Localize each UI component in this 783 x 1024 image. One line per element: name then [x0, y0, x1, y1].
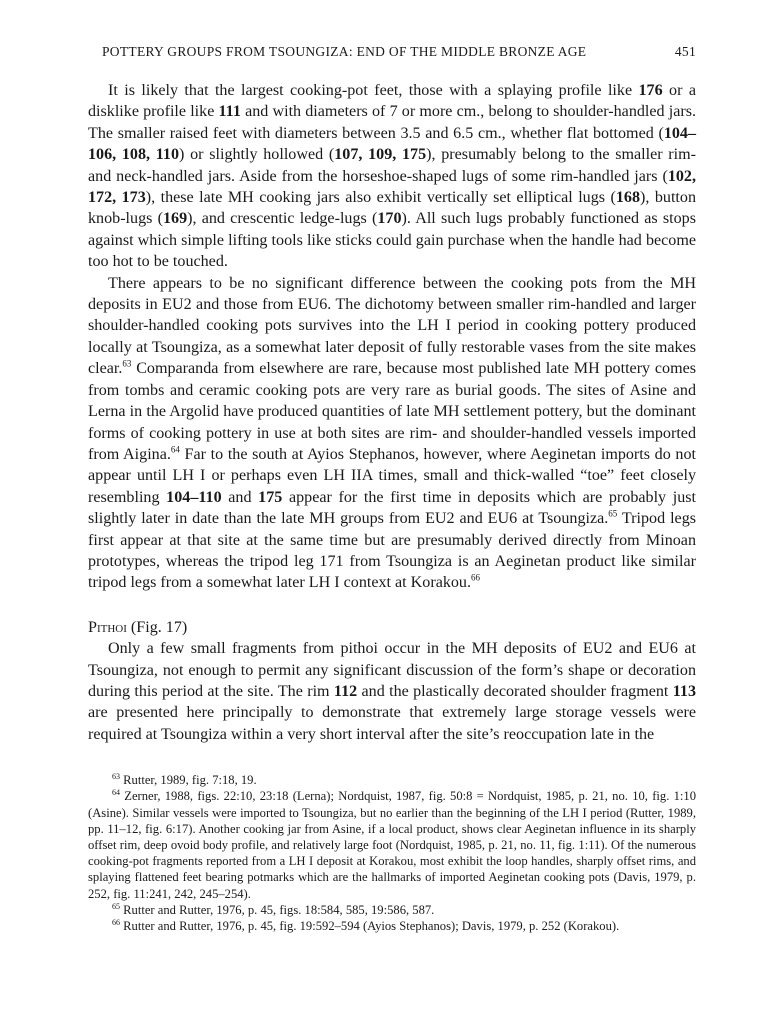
text-run: ), presumably belong to the smaller rim- and neck-handled jars. Aside from the horseshoe-shaped lugs of some rim-handled jars (: [88, 146, 697, 185]
paragraph-pithoi: [88, 638, 696, 745]
footnote-text: Rutter and Rutter, 1976, p. 45, figs. 18:584, 585, 19:586, 587.: [120, 902, 435, 917]
text-run: ), button knob-lugs (: [88, 189, 696, 228]
footnote-number: 63: [112, 772, 120, 781]
catalog-ref: 168: [615, 189, 641, 207]
catalog-ref: 111: [218, 103, 241, 121]
page: [88, 44, 696, 934]
text-run: Far to the south at Ayios Stephanos, however, where Aeginetan imports do not appear until LH I or perhaps even LH IIA times, small and thick-walled “toe” feet closely resembling: [88, 445, 696, 506]
section-heading-pithoi: [88, 617, 696, 638]
text-run: There appears to be no significant difference between the cooking pots from the MH deposits in EU2 and those from EU6. The dichotomy between smaller rim-handled and larger shoulder-handled cooking pots survives into the LH I period in cooking pottery produced locally at Tsoungiza, as a somewhat later deposit of fully restorable vases from the site makes clear.: [88, 274, 696, 378]
text-run: appear for the first time in deposits which are probably just slightly later in date than the late MH groups from EU2 and EU6 at Tsoungiza.: [88, 488, 696, 528]
footnote-number: 65: [112, 901, 120, 911]
text-run: ). All such lugs probably functioned as stops against which simple lifting tools like sticks could gain purchase when the handle had become too hot to be touched.: [88, 210, 696, 271]
section-title: Pithoi: [88, 618, 127, 636]
text-run: It is likely that the largest cooking-pot feet, those with a splaying profile like: [108, 82, 639, 99]
footnote-63: [88, 772, 696, 788]
footnotes: [88, 772, 696, 934]
catalog-ref: 169: [162, 210, 188, 228]
text-run: and with diameters of 7 or more cm., belong to shoulder-handled jars. The smaller raised feet with diameters between 3.5 and 6.5 cm., whether flat bottomed (: [88, 103, 697, 142]
text-run: ), these late MH cooking jars also exhibit vertically set elliptical lugs (: [145, 189, 616, 207]
catalog-ref: 113: [672, 682, 696, 700]
text-run: are presented here principally to demonstrate that extremely large storage vessels were required at Tsoungiza within a very short interval after the site’s reoccupation late in the: [88, 704, 696, 743]
paragraph-feet-and-lugs: [88, 80, 696, 273]
footnote-66: [88, 918, 696, 934]
footnote-64: [88, 788, 696, 901]
footnote-ref[interactable]: 64: [170, 444, 180, 455]
catalog-ref: 104–110: [166, 488, 222, 506]
footnote-65: [88, 902, 696, 918]
footnote-text: Rutter and Rutter, 1976, p. 45, fig. 19:592–594 (Ayios Stephanos); Davis, 1979, p. 252 (Korakou).: [120, 919, 620, 934]
footnote-text: Rutter, 1989, fig. 7:18, 19.: [120, 773, 257, 788]
figure-ref: (Fig. 17): [126, 618, 188, 636]
catalog-ref: 175: [258, 488, 283, 506]
text-run: ) or slightly hollowed (: [179, 146, 335, 164]
footnote-ref[interactable]: 66: [471, 572, 481, 583]
running-head: [102, 44, 696, 60]
text-run: Comparanda from elsewhere are rare, because most published late MH pottery comes from tombs and ceramic cooking pots are very rare as burial goods. The sites of Asine and Lerna in the Argolid have produced quantities of late MH settlement pottery, but the dominant forms of cooking pottery in use at both sites are rim- and shoulder-handled vessels imported from Aigina.: [88, 360, 696, 463]
page-number: 451: [674, 44, 696, 59]
text-run: Only a few small fragments from pithoi occur in the MH deposits of EU2 and EU6 at Tsoungiza, not enough to permit any significant discussion of the form’s shape or decoration during this period at the site. The rim: [88, 640, 696, 700]
catalog-ref: 112: [333, 682, 358, 700]
body-text: [88, 80, 696, 745]
text-run: Tripod legs first appear at that site at the same time but are presumably derived directly from Minoan prototypes, whereas the tripod leg 171 from Tsoungiza is an Aeginetan product like similar tripod legs from a somewhat later LH I context at Korakou.: [88, 510, 697, 592]
text-run: and: [221, 488, 259, 506]
text-run: and the plastically decorated shoulder fragment: [357, 682, 673, 700]
catalog-ref: 176: [638, 82, 663, 99]
catalog-ref: 104–106, 108, 110: [88, 124, 696, 164]
catalog-ref: 102, 172, 173: [88, 167, 696, 207]
text-run: or a disklike profile like: [88, 82, 696, 121]
footnote-ref[interactable]: 63: [122, 358, 132, 369]
footnote-text: Zerner, 1988, figs. 22:10, 23:18 (Lerna); Nordquist, 1987, fig. 50:8 = Nordquist, 1985, p. 21, no. 10, fig. 1:10 (Asine). Similar vessels were imported to Tsoungiza, but no earlier than the beginning of the LH I period (Rutter, 1989, pp. 11–12, fig. 6:17). Another cooking jar from Asine, if a local product, shows clear Aeginetan influence in its sharply offset rim, deep ovoid body profile, and relatively large foot (Nordquist, 1985, p. 21, no. 11, fig. 1:11). Of the numerous cooking-pot fragments reported from a LH I deposit at Korakou, most exhibit the loop handles, sharply offset rims, and splaying flattened feet bearing potmarks which are the hallmarks of imported Aeginetan cooking pots (Davis, 1979, p. 252, fig. 11:241, 242, 245–254).: [88, 789, 696, 901]
running-title: POTTERY GROUPS FROM TSOUNGIZA: END OF THE MIDDLE BRONZE AGE: [102, 44, 587, 59]
paragraph-comparanda: [88, 273, 696, 594]
text-run: ), and crescentic ledge-lugs (: [187, 210, 378, 228]
footnote-ref[interactable]: 65: [608, 508, 618, 519]
footnote-number: 66: [112, 917, 120, 927]
catalog-ref: 170: [377, 210, 402, 228]
catalog-ref: 107, 109, 175: [334, 146, 427, 164]
footnote-number: 64: [112, 788, 120, 798]
